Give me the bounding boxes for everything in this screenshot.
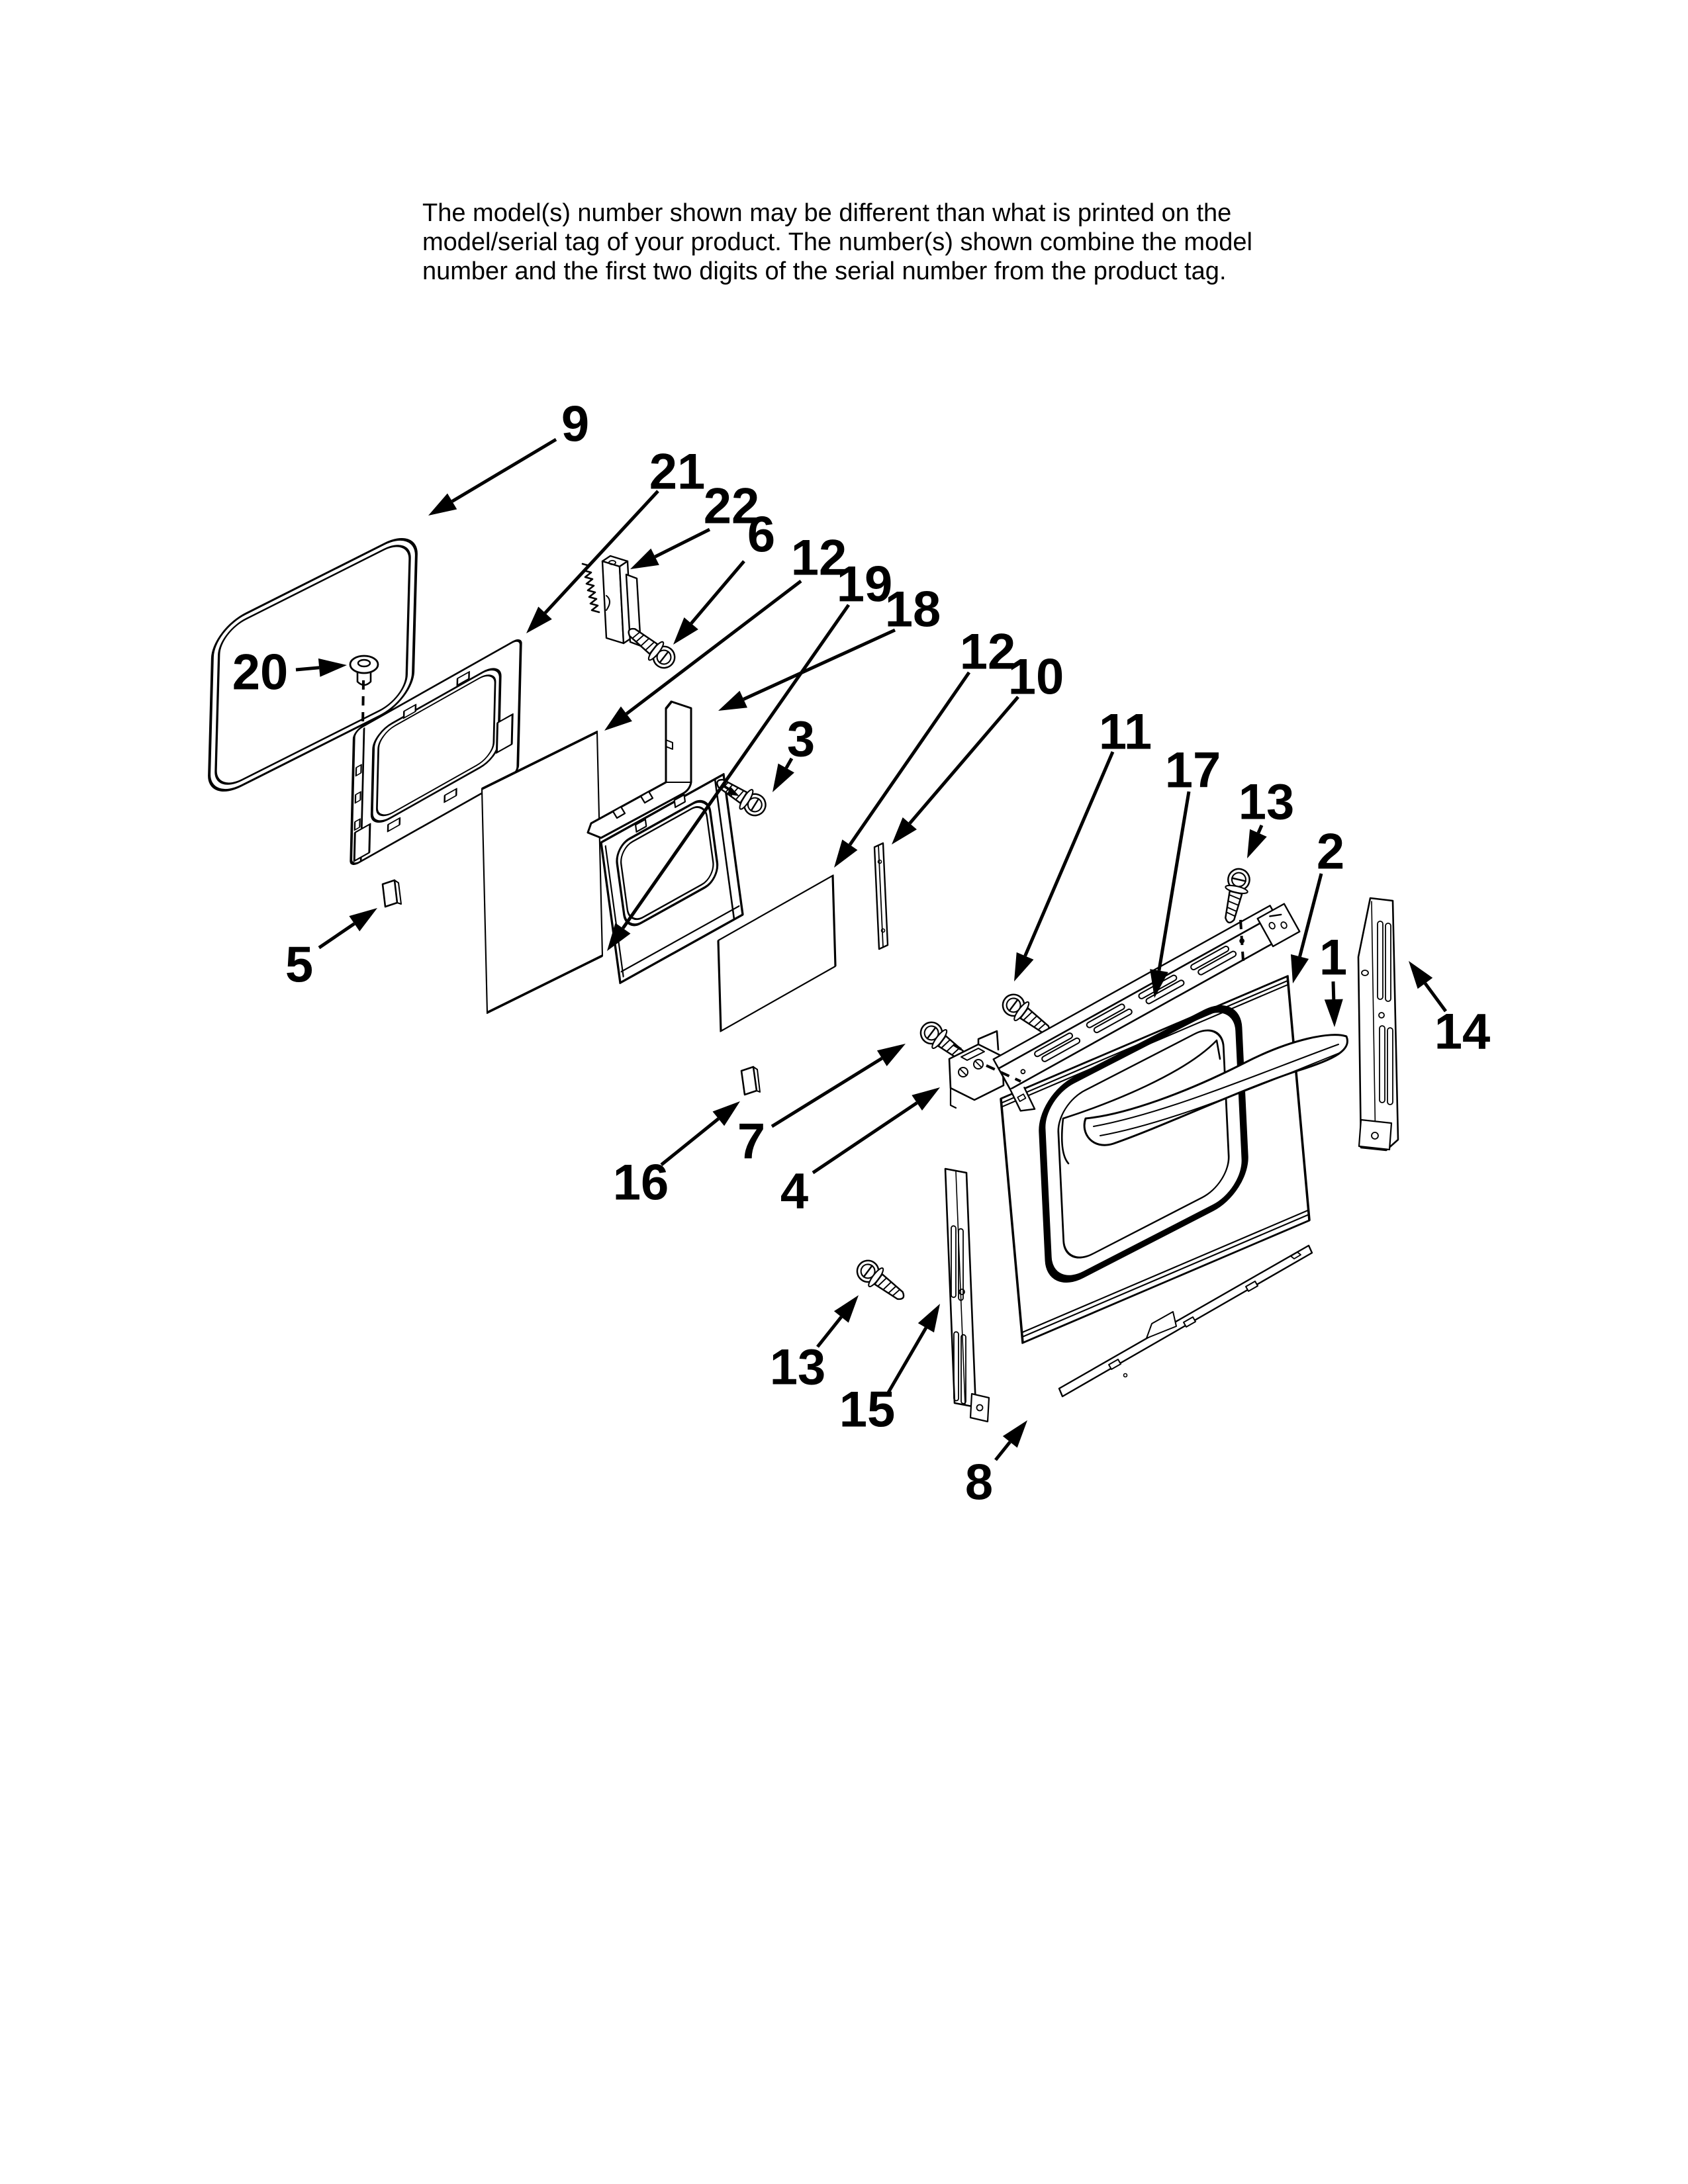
callout-arrowhead-22 <box>630 549 659 569</box>
callout-label-2: 2 <box>1316 823 1345 880</box>
screw-13-bottom <box>853 1255 910 1306</box>
callout-label-8: 8 <box>964 1454 994 1511</box>
callout-arrowhead-18 <box>718 691 747 711</box>
callout-arrowhead-14 <box>1409 961 1432 989</box>
callout-arrowhead-2 <box>1291 954 1309 983</box>
callout-arrow-2 <box>1300 874 1321 956</box>
callout-arrowhead-16 <box>713 1101 740 1126</box>
callout-label-22: 22 <box>703 478 760 535</box>
screw-13-top <box>1218 867 1252 925</box>
callout-layer <box>232 396 1491 1511</box>
callout-label-12a: 12 <box>790 529 847 586</box>
callout-arrow-9 <box>452 439 556 502</box>
callout-arrow-5 <box>319 924 354 948</box>
callout-label-18: 18 <box>884 581 941 638</box>
callout-arrowhead-15 <box>918 1304 940 1332</box>
callout-arrowhead-12a <box>604 706 632 731</box>
clip-16 <box>741 1067 760 1095</box>
side-vent-trim-left <box>945 1169 989 1422</box>
callout-label-5: 5 <box>285 936 314 993</box>
callout-label-9: 9 <box>561 396 590 453</box>
callout-label-3: 3 <box>786 711 816 768</box>
callout-label-13b: 13 <box>769 1339 826 1396</box>
note-line-2: model/serial tag of your product. The number(s) shown combine the model <box>422 228 1252 256</box>
callout-arrow-18 <box>743 630 895 700</box>
callout-label-7: 7 <box>737 1113 766 1170</box>
callout-label-21: 21 <box>649 443 706 500</box>
callout-label-16: 16 <box>612 1154 669 1211</box>
callout-arrowhead-13b <box>834 1295 859 1323</box>
note-line-3: number and the first two digits of the serial number from the product tag. <box>422 257 1227 285</box>
callout-arrowhead-5 <box>349 908 377 931</box>
callout-arrowhead-12b <box>834 839 857 868</box>
callout-arrow-21 <box>545 491 658 613</box>
callout-arrow-17 <box>1159 792 1189 971</box>
callout-label-12b: 12 <box>959 623 1016 680</box>
callout-label-15: 15 <box>839 1381 896 1438</box>
callout-arrowhead-9 <box>428 493 457 516</box>
callout-label-4: 4 <box>780 1163 809 1220</box>
callout-arrowhead-4 <box>912 1087 940 1111</box>
callout-arrowhead-1 <box>1325 999 1343 1027</box>
callout-label-13a: 13 <box>1238 774 1295 831</box>
callout-arrowhead-8 <box>1003 1420 1027 1448</box>
callout-arrowhead-13a <box>1247 829 1267 858</box>
callout-label-17: 17 <box>1164 742 1221 799</box>
callout-arrow-10 <box>910 697 1018 823</box>
callout-arrow-16 <box>661 1118 718 1165</box>
glass-retainer-strip <box>874 843 888 949</box>
callout-arrow-12b <box>850 672 969 844</box>
callout-arrow-20 <box>296 668 319 670</box>
screw-6 <box>622 621 679 673</box>
hinge-bracket <box>949 1031 1004 1108</box>
side-vent-trim-right <box>1358 898 1398 1150</box>
callout-label-1: 1 <box>1319 929 1348 986</box>
callout-arrow-8 <box>996 1442 1010 1460</box>
callout-label-14: 14 <box>1434 1003 1491 1060</box>
note-line-1: The model(s) number shown may be different than what is printed on the <box>422 199 1232 227</box>
callout-arrowhead-3 <box>773 764 794 792</box>
callout-arrow-11 <box>1025 752 1113 956</box>
callout-arrowhead-11 <box>1014 952 1033 981</box>
callout-label-6: 6 <box>747 506 776 563</box>
clip-small <box>383 880 401 907</box>
callout-label-20: 20 <box>232 644 289 701</box>
callout-label-11: 11 <box>1098 704 1152 760</box>
callout-arrow-6 <box>691 561 744 623</box>
callout-arrow-7 <box>772 1058 882 1126</box>
callout-arrowhead-7 <box>877 1044 906 1066</box>
callout-label-10: 10 <box>1008 649 1064 705</box>
callout-arrow-4 <box>813 1103 917 1173</box>
callout-label-19: 19 <box>836 556 893 613</box>
callout-arrow-22 <box>655 529 710 557</box>
